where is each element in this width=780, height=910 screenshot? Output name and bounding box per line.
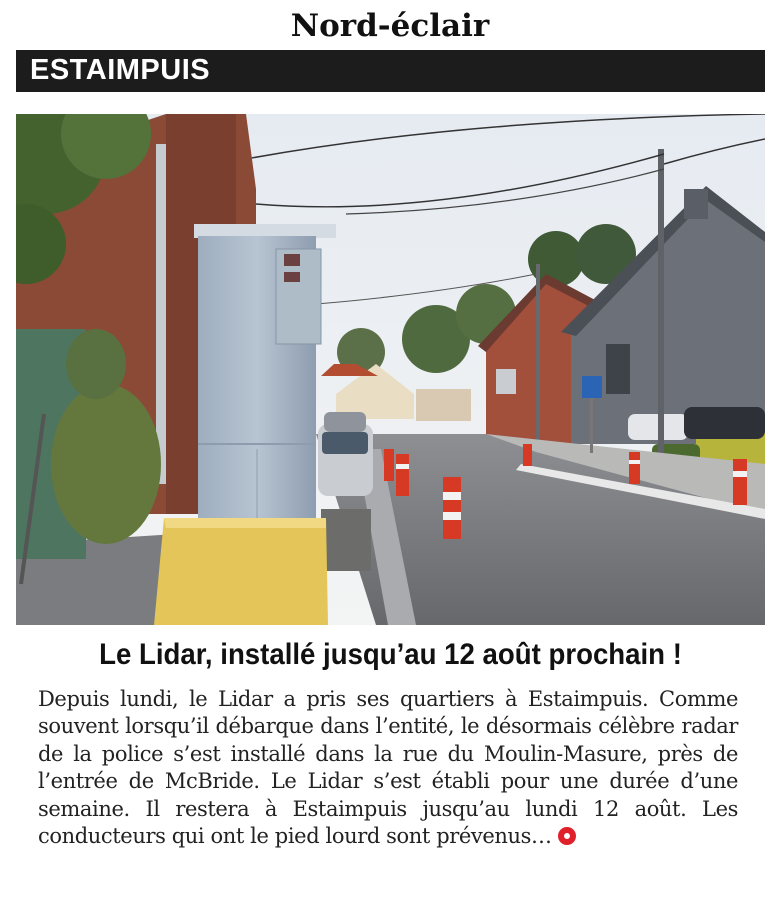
article-body <box>38 686 738 850</box>
article-headline: Le Lidar, installé jusqu’au 12 août prochain ! <box>99 638 682 671</box>
section-label: ESTAIMPUIS <box>30 54 211 86</box>
end-of-article-marker-icon <box>558 827 576 845</box>
article-body-text: Depuis lundi, le Lidar a pris ses quartiers à Estaimpuis. Comme souvent lorsqu’il débarque dans l’entité, le désormais célèbre radar de la police s’est installé dans la rue du Moulin-Masure, près de l’entrée de McBride. Le Lidar s’est établi pour une durée d’une semaine. Il restera à Estaimpuis jusqu’au lundi 12 août. Les conducteurs qui ont le pied lourd sont prévenus… <box>38 687 738 849</box>
masthead: Nord-éclair <box>290 8 490 44</box>
article-photo <box>16 114 765 625</box>
section-bar <box>16 50 765 92</box>
